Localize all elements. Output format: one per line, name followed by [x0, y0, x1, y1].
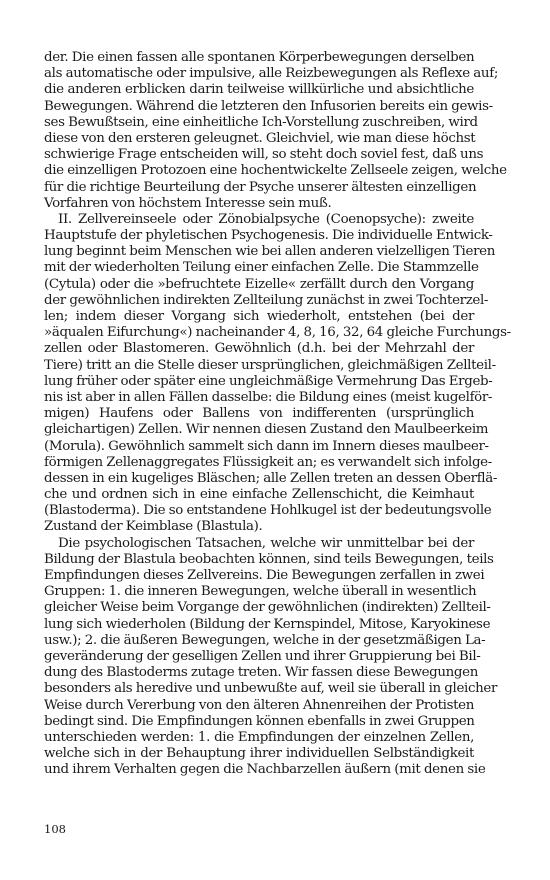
text-line: welche sich in der Behauptung ihrer individuellen Selbständigkeit	[44, 746, 474, 762]
text-line: mit der wiederholten Teilung einer einfachen Zelle. Die Stammzelle	[44, 260, 479, 276]
text-line: Die psychologischen Tatsachen, welche wir unmittelbar bei der	[58, 535, 474, 551]
text-line: schwierige Frage entscheiden will, so steht doch soviel fest, daß uns	[44, 147, 484, 163]
text-line: ses Bewußtsein, eine einheitliche Ich-Vorstellung zuschreiben, wird	[44, 114, 478, 130]
text-line: lung beginnt beim Menschen wie bei allen anderen vielzelligen Tieren	[44, 244, 495, 260]
text-line: Bildung der Blastula beobachten können, sind teils Bewegungen, teils	[44, 551, 494, 567]
text-line: der gewöhnlichen indirekten Zellteilung zunächst in zwei Tochterzel-	[44, 292, 489, 308]
text-line: besonders als heredive und unbewußte auf, weil sie überall in gleicher	[44, 681, 498, 697]
text-line: Empfindungen dieses Zellvereins. Die Bewegungen zerfallen in zwei	[44, 568, 485, 583]
text-line: nis ist aber in allen Fällen dasselbe: die Bildung eines (meist kugelför-	[44, 389, 493, 405]
text-line: förmigen Zellenaggregates Flüssigkeit an; es verwandelt sich infolge-	[44, 454, 492, 470]
page-number: 108	[44, 822, 66, 836]
text-line: lung sich wiederholen (Bildung der Kernspindel, Mitose, Karyokinese	[44, 616, 491, 632]
text-line: che und ordnen sich in eine einfache Zellenschicht, die Keimhaut	[44, 487, 474, 503]
text-line: dung des Blastoderms zutage treten. Wir fassen diese Bewegungen	[44, 665, 478, 681]
body-text	[44, 50, 511, 778]
text-line: Weise durch Vererbung von den älteren Ahnenreihen der Protisten	[44, 697, 474, 713]
text-line: Tiere) tritt an die Stelle dieser ursprünglichen, gleichmäßigen Zellteil-	[44, 357, 496, 373]
text-line: der. Die einen fassen alle spontanen Körperbewegungen derselben	[44, 50, 475, 65]
text-line: Gruppen: 1. die inneren Bewegungen, welche überall in wesentlich	[44, 584, 477, 600]
text-line: bedingt sind. Die Empfindungen können ebenfalls in zwei Gruppen	[44, 713, 475, 729]
text-line: Zustand der Keimblase (Blastula).	[44, 519, 263, 535]
text-line: gleicher Weise beim Vorgange der gewöhnlichen (indirekten) Zellteil-	[44, 600, 491, 616]
text-line: Vorfahren von höchstem Interesse sein muß.	[44, 195, 332, 211]
text-line: geveränderung der geselligen Zellen und ihrer Gruppierung bei Bil-	[44, 648, 481, 664]
text-line: diese von den ersteren geleugnet. Gleichviel, wie man diese höchst	[44, 130, 476, 146]
text-line: usw.); 2. die äußeren Bewegungen, welche in der gesetzmäßigen La-	[44, 632, 486, 648]
text-line: (Blastoderma). Die so entstandene Hohlkugel ist der bedeutungsvolle	[44, 503, 492, 519]
text-line: dessen in ein kugeliges Bläschen; alle Zellen treten an dessen Oberflä-	[44, 470, 498, 486]
text-line: (Cytula) oder die »befruchtete Eizelle« zerfällt durch den Vorgang	[44, 276, 474, 292]
text-line: migen) Haufens oder Ballens von indifferenten (ursprünglich	[44, 406, 474, 422]
text-line: gleichartigen) Zellen. Wir nennen diesen Zustand den Maulbeerkeim	[44, 422, 489, 438]
text-line: und ihrem Verhalten gegen die Nachbarzellen äußern (mit denen sie	[44, 762, 486, 778]
text-line: unterschieden werden: 1. die Empfindungen der einzelnen Zellen,	[44, 729, 474, 745]
text-line: »äqualen Eifurchung«) nacheinander 4, 8, 16, 32, 64 gleiche Furchungs-	[44, 325, 511, 341]
text-line: len; indem dieser Vorgang sich wiederholt, entstehen (bei der	[44, 309, 474, 324]
text-line: (Morula). Gewöhnlich sammelt sich dann im Innern dieses maulbeer-	[44, 438, 489, 454]
text-line: Bewegungen. Während die letzteren den Infusorien bereits ein gewis-	[44, 98, 493, 114]
text-line: die einzelligen Protozoen eine hochentwickelte Zellseele zeigen, welche	[44, 163, 507, 179]
text-line: zellen oder Blastomeren. Gewöhnlich (d.h. bei der Mehrzahl der	[44, 341, 474, 357]
text-line: lung früher oder später eine ungleichmäßige Vermehrung Das Ergeb-	[44, 373, 493, 389]
text-line: II. Zellvereinseele oder Zönobialpsyche (Coenopsyche): zweite	[58, 211, 474, 227]
text-line: für die richtige Beurteilung der Psyche unserer ältesten einzelligen	[44, 179, 477, 195]
text-line: die anderen erblicken darin teilweise willkürliche und absichtliche	[44, 82, 474, 98]
text-line: als automatische oder impulsive, alle Reizbewegungen als Reflexe auf;	[44, 66, 498, 82]
text-line: Hauptstufe der phyletischen Psychogenesis. Die individuelle Entwick-	[44, 228, 493, 244]
